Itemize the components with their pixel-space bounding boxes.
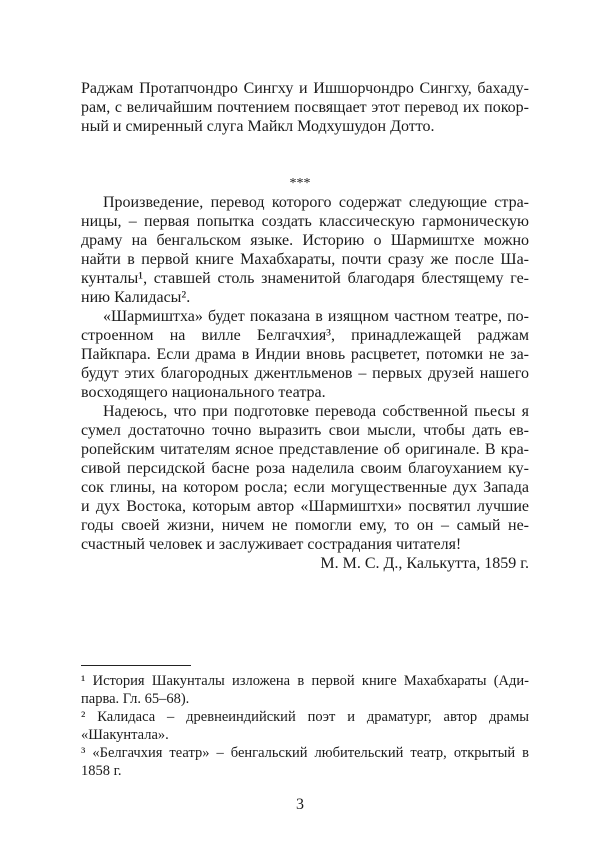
footnote-line: «Шакунтала». (81, 727, 169, 743)
section-separator: *** (289, 176, 311, 191)
dedication-line: Раджам Протапчондро Сингху и Ишшорчондро Сингху, бахаду- (81, 80, 529, 97)
paragraph-line: сумел достаточно точно выразить свои мысли, чтобы дать ев- (81, 422, 529, 439)
paragraph-line: Надеюсь, что при подготовке перевода собственной пьесы я (103, 403, 529, 420)
paragraph-line: ницы, – первая попытка создать классическую гармоническую (81, 213, 529, 230)
footnote-line: парва. Гл. 65–68). (81, 691, 190, 707)
paragraph-line: найти в первой книге Махабхараты, почти сразу же после Ша- (81, 251, 529, 268)
paragraph-line: счастный человек и заслуживает сострадания читателя! (81, 536, 462, 553)
footnote-line: 1858 г. (81, 763, 122, 779)
dedication (81, 79, 529, 136)
paragraph-line: драму на бенгальском языке. Историю о Шармиштхе можно (81, 232, 529, 249)
footnote-divider (81, 665, 191, 666)
dedication-line: рам, с величайшим почтением посвящает этот перевод их покор- (81, 99, 529, 116)
footnotes (81, 672, 529, 780)
paragraph-line: сивой персидской басне роза наделила своим благоуханием ку- (81, 460, 529, 477)
paragraph-line: Пайкпара. Если драма в Индии вновь расцветет, потомки не за- (81, 346, 529, 363)
paragraph-line: кунталы¹, ставшей столь знаменитой благодаря блестящему ге- (81, 270, 529, 287)
paragraph-line: «Шармиштха» будет показана в изящном частном театре, по- (103, 308, 529, 325)
paragraph-line: годы своей жизни, ничем не помогли ему, то он – самый не- (81, 517, 529, 534)
footnote-line: ² Калидаса – древнеиндийский поэт и драматург, автор драмы (81, 709, 529, 725)
paragraph-line: восходящего национального театра. (81, 384, 326, 401)
footnote-line: ³ «Белгачхия театр» – бенгальский любительский театр, открытый в (81, 745, 529, 761)
paragraph-line: нию Калидасы². (81, 289, 191, 306)
page-number: 3 (296, 796, 304, 813)
paragraph-line: ропейским читателям ясное представление об оригинале. В кра- (81, 441, 529, 458)
dedication-line: ный и смиренный слуга Майкл Модхушудон Дотто. (81, 118, 435, 135)
paragraph-line: Произведение, перевод которого содержат следующие стра- (103, 194, 529, 211)
paragraph-line: строенном на вилле Белгачхия³, принадлежащей раджам (81, 327, 529, 344)
signature: М. М. С. Д., Калькутта, 1859 г. (320, 555, 529, 572)
paragraph-line: будут этих благородных джентльменов – первых друзей нашего (81, 365, 529, 382)
footnote-line: ¹ История Шакунталы изложена в первой книге Махабхараты (Ади- (81, 673, 529, 689)
preface-body (81, 193, 529, 573)
paragraph-line: и дух Востока, которым автор «Шармиштхи» посвятил лучшие (81, 498, 529, 515)
paragraph-line: сок глины, на котором росла; если могущественные дух Запада (81, 479, 529, 496)
